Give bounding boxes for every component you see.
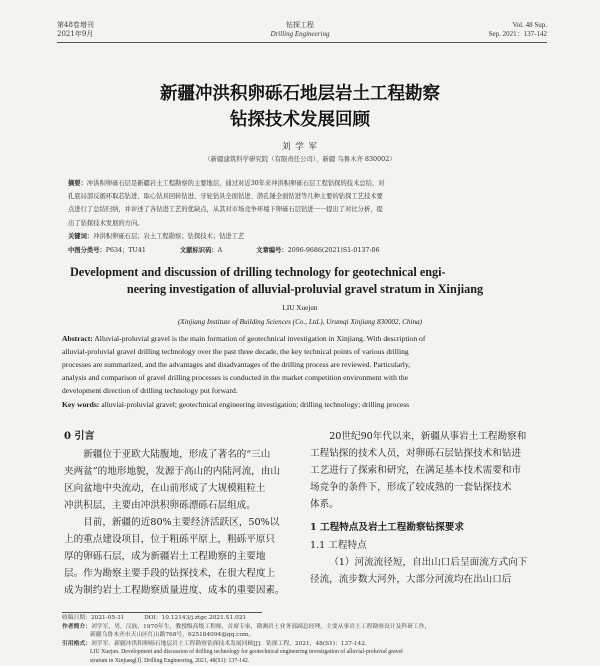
para-line: 区向盆地中央流动，在山前形成了大规模粗粒土 <box>64 483 266 494</box>
para-line: 夹两盆”的地形地貌，发源于高山的内陆河流，由山 <box>64 466 280 477</box>
article-no-label: 文章编号： <box>256 247 288 254</box>
para-line: 工艺进行了探索和研究，在满足基本技术需要和市 <box>310 465 522 476</box>
header-left <box>57 21 177 39</box>
para-line: 上的重点建设项目，位于粗砾平原上，粗砾平原只 <box>64 534 276 545</box>
section-1-1-heading: 1.1 工程特点 <box>310 540 367 551</box>
para-line: 工程钻探的技术人员，对卵砾石层钻探技术和钻进 <box>310 448 522 459</box>
para-line: 径流，流步数大河外，大部分河流均在出山口后 <box>310 574 512 585</box>
para-line: 目前，新疆的近80%主要经济活跃区，50%以 <box>83 517 280 528</box>
header-volume: 第48卷增刊 <box>57 21 94 29</box>
header-volume-en: Vol. 48 Sup. <box>512 21 547 29</box>
article-no-value: 2096-9686(2021)S1-0137-06 <box>287 247 380 254</box>
abstract-zh-line: 冲洪积卵砾石层是新疆岩土工程勘察的主要地层，通过对近30年来冲洪积卵砾石层工程钻探的技术总结，对 <box>86 180 385 187</box>
para-line: （1）河流流径短，自出山口后呈面流方式向下 <box>329 557 528 568</box>
section-0-heading: 0 引言 <box>64 431 95 442</box>
abstract-en-line: analysis and comparison of gravel drilling processes is conducted in the market competition environment with the <box>62 373 409 382</box>
header-rule <box>57 42 547 43</box>
clc-value: P634；TU41 <box>105 247 146 254</box>
title-zh-line1: 新疆冲洪积卵砾石地层岩土工程勘察 <box>160 84 440 104</box>
author-en: LIU Xuejun <box>282 304 318 312</box>
doi: DOI：10.12143/j.ztgc.2021.S1.021 <box>144 615 247 621</box>
section-0-para2 <box>64 514 292 599</box>
para-line: 体系。 <box>310 499 339 510</box>
title-zh-line2: 钻探技术发展回顾 <box>230 110 370 130</box>
para-line: 场竞争的条件下，形成了较成熟的一套钻探技术 <box>310 482 512 493</box>
keywords-en <box>62 400 542 409</box>
right-para2 <box>310 554 540 588</box>
journal-title-en: Drilling Engineering <box>270 30 330 38</box>
cite-en-1: LIU Xuejun. Development and discussion of drilling technology for geotechnical engineering investigation of alluvial-proluvial gravel <box>90 649 403 656</box>
abstract-zh-line: 点进行了总结归纳，并评述了各钻进工艺的优缺点，从其对市场竞争环境下卵砾石层钻进一一提出了对比分析，提 <box>68 206 383 214</box>
keywords-zh-label: 关键词： <box>68 233 94 240</box>
keywords-zh-text: 冲洪积卵砾石层；岩土工程勘察；钻探技术；钻进工艺 <box>93 233 245 240</box>
section-1-heading: 1 工程特点及岩土工程勘察钻探要求 <box>310 522 464 533</box>
right-column <box>310 428 540 588</box>
title-en-line1: Development and discussion of drilling technology for geotechnical engi- <box>70 265 446 279</box>
para-line: 厚的卵砾石层，成为新疆岩土工程勘察的主要地 <box>64 551 266 562</box>
abstract-en-line: processes are summarized, and the advantages and disadvantages of the drilling process are reviewed. Particularly, <box>62 360 411 369</box>
author-info-contact: 新疆乌鲁木齐市天山区红山路768号，625184094@qq.com。 <box>90 632 255 639</box>
header-date: 2021年9月 <box>57 30 94 38</box>
abstract-en-line: alluvial-proluvial gravel drilling technology over the past three decade, the key technical points of various drilling <box>62 347 409 356</box>
title-en <box>70 264 540 298</box>
journal-title-zh: 钻探工程 <box>286 21 314 29</box>
keywords-en-text: alluvial-proluvial gravel; geotechnical engineering investigation; drilling technology; drilling process <box>101 400 410 409</box>
cite-en-2: stratum in Xinjiang[J]. Drilling Engineering, 2021, 48(S1): 137-142. <box>90 657 250 664</box>
abstract-zh <box>68 177 538 230</box>
keywords-zh <box>68 230 538 243</box>
clc-label: 中图分类号： <box>68 247 106 254</box>
author-zh: 刘 学 军 <box>282 142 318 152</box>
cite-label: 引用格式： <box>62 640 91 647</box>
para-line: 层。作为勘察主要手段的钻探技术，在很大程度上 <box>64 568 276 579</box>
affiliation-en: (Xinjiang Institute of Building Sciences (Co., Ltd.), Urumqi Xinjiang 830002, China) <box>177 318 423 326</box>
abstract-en <box>62 332 542 397</box>
meta-zh <box>68 244 538 257</box>
doc-code-label: 文献标识码： <box>179 247 218 254</box>
abstract-zh-line: 孔底局部反循环取芯钻进、取心钻具回转钻进、牙轮钻具全面钻进、潜孔锤全面钻进等几种主要的钻探工艺技术要 <box>68 193 383 201</box>
author-info-label: 作者简介： <box>62 623 91 630</box>
para-line: 成为制约岩土工程勘察质量进度、成本的重要因素。 <box>64 585 285 596</box>
abstract-zh-line: 出了钻探技术发展的方向。 <box>68 219 144 227</box>
affiliation-zh: （新疆建筑科学研究院（有限责任公司），新疆 乌鲁木齐 830002） <box>204 155 396 163</box>
footnote <box>62 614 547 666</box>
para-line: 20世纪90年代以来，新疆从事岩土工程勘察和 <box>329 431 527 442</box>
title-en-line2: neering investigation of alluvial-proluvial gravel stratum in Xinjiang <box>126 282 484 296</box>
abstract-en-line: development direction of drilling technology put forward. <box>62 386 238 395</box>
right-para1 <box>310 428 540 513</box>
left-column <box>64 428 292 599</box>
para-line: 冲洪积层，主要由冲洪积卵砾漂砾石层组成。 <box>64 500 256 511</box>
doc-code-value: A <box>217 247 223 254</box>
section-0-para1 <box>64 446 292 514</box>
cite-zh: 刘学军．新疆冲洪积卵砾石地层岩土工程勘察钻探技术发展回顾[J]．钻探工程，2021，48(S1)：137-142． <box>91 640 371 647</box>
footnote-rule <box>62 612 262 613</box>
abstract-en-label: Abstract: <box>62 334 93 343</box>
header-center <box>230 21 370 39</box>
header-pages: Sep. 2021：137-142 <box>488 30 547 38</box>
abstract-zh-label: 摘要： <box>68 180 87 187</box>
abstract-en-line: Alluvial-proluvial gravel is the main formation of geotechnical investigation in Xinjiang. With description of <box>94 334 426 343</box>
author-info: 刘学军，男，汉族，1970年生，教授级高级工程师，首席专家，勘测岩土业务部副总经理，主要从事岩土工程勘察设计及科研工作， <box>91 623 431 630</box>
header-right <box>420 21 547 39</box>
keywords-en-label: Key words: <box>62 400 100 409</box>
para-line: 新疆位于亚欧大陆腹地，形成了著名的“三山 <box>83 449 271 460</box>
received-date: 收稿日期：2021-05-31 <box>62 615 125 621</box>
